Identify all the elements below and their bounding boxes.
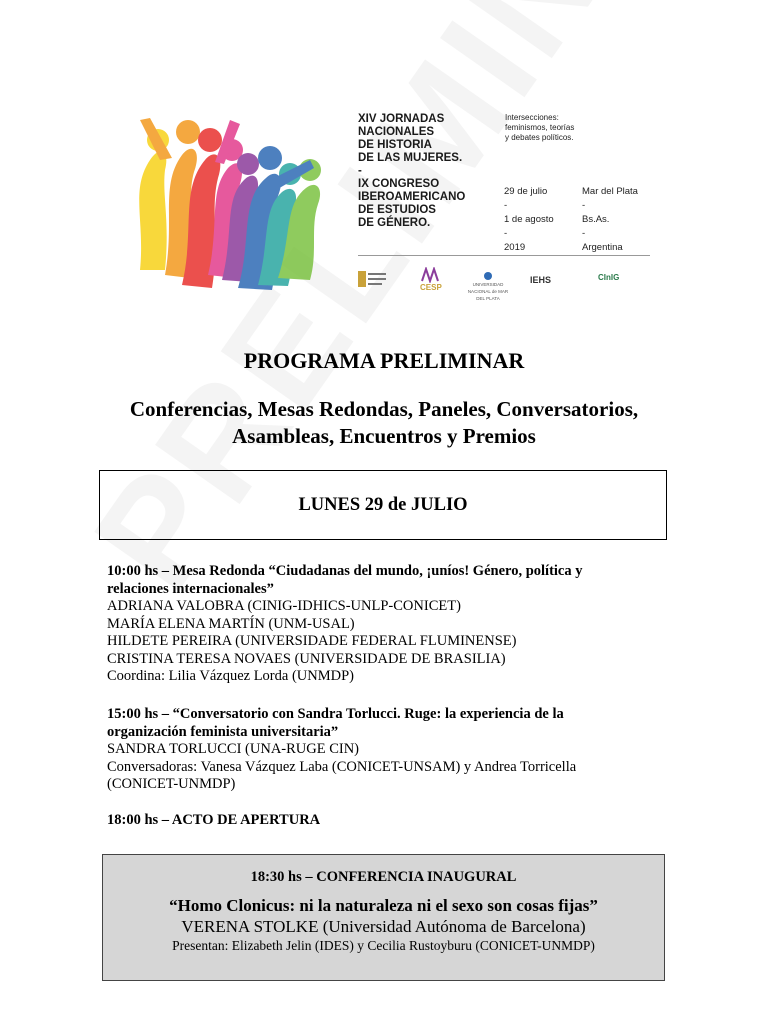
event-place: Mar del Plata - Bs.As. - Argentina (582, 186, 638, 253)
unmdp-mark-icon (482, 271, 494, 281)
session-heading-continued: relaciones internacionales” (107, 580, 274, 597)
session-heading: 15:00 hs – “Conversatorio con Sandra Torlucci. Ruge: la experiencia de la (107, 706, 564, 722)
participant: SANDRA TORLUCCI (UNA-RUGE CIN) (107, 741, 360, 757)
session-heading: 18:00 hs – ACTO DE APERTURA (107, 812, 321, 828)
participant: MARÍA ELENA MARTÍN (UNM-USAL) (107, 615, 355, 632)
institution-logo-icon (358, 269, 388, 291)
cesp-label: CESP (420, 283, 442, 292)
conference-presenters: Presentan: Elizabeth Jelin (IDES) y Cecilia Rustoyburu (CONICET-UNMDP) (172, 938, 595, 953)
session-round-table (107, 563, 627, 686)
session-heading-continued: organización feminista universitaria” (107, 723, 339, 740)
participant: CRISTINA TERESA NOVAES (UNIVERSIDADE DE BRASILIA) (107, 650, 506, 667)
unmdp-label: UNIVERSIDAD NACIONAL de MAR DEL PLATA (467, 282, 509, 301)
event-title: XIV JORNADAS NACIONALES DE HISTORIA DE LAS MUJERES. - IX CONGRESO IBEROAMERICANO DE ESTUDIOS DE GÉNERO. (358, 113, 466, 229)
cesp-logo (420, 267, 442, 292)
day-header (99, 470, 667, 540)
event-banner (110, 95, 660, 315)
session-conversatorio (107, 706, 627, 794)
conversadoras-continued: (CONICET-UNMDP) (107, 776, 236, 792)
conference-title: “Homo Clonicus: ni la naturaleza ni el sexo son cosas fijas” (169, 896, 598, 915)
program-subtitle (0, 396, 768, 450)
banner-divider (358, 255, 650, 256)
sponsor-logos (358, 267, 658, 301)
subtitle-line-2: Asambleas, Encuentros y Premios (232, 424, 536, 448)
conversadoras: Conversadoras: Vanesa Vázquez Laba (CONICET-UNSAM) y Andrea Torricella (107, 758, 577, 775)
cesp-mark-icon (420, 267, 442, 283)
session-opening (107, 812, 627, 830)
inaugural-conference-box (102, 854, 665, 981)
subtitle-line-1: Conferencias, Mesas Redondas, Paneles, Conversatorios, (129, 397, 639, 421)
participant: HILDETE PEREIRA (UNIVERSIDADE FEDERAL FLUMINENSE) (107, 633, 517, 649)
unmdp-logo (463, 271, 513, 302)
cinig-label: CInIG (598, 273, 620, 282)
conference-speaker: VERENA STOLKE (Universidad Autónoma de Barcelona) (181, 917, 586, 936)
event-dates: 29 de julio - 1 de agosto - 2019 (504, 186, 554, 253)
dancing-women-logo (120, 100, 335, 300)
participant: ADRIANA VALOBRA (CINIG-IDHICS-UNLP-CONICET) (107, 598, 461, 614)
day-label: LUNES 29 de JULIO (298, 494, 468, 515)
session-heading: 10:00 hs – Mesa Redonda “Ciudadanas del mundo, ¡uníos! Género, política y (107, 563, 583, 579)
iehs-logo (530, 275, 551, 285)
program-title: PROGRAMA PRELIMINAR (243, 348, 525, 373)
cinig-logo (598, 273, 619, 282)
iehs-label: IEHS (530, 275, 552, 285)
event-tagline: Intersecciones: feminismos, teorías y debates políticos. (505, 113, 575, 142)
conference-heading: 18:30 hs – CONFERENCIA INAUGURAL (250, 869, 517, 885)
coordinator: Coordina: Lilia Vázquez Lorda (UNMDP) (107, 668, 354, 684)
